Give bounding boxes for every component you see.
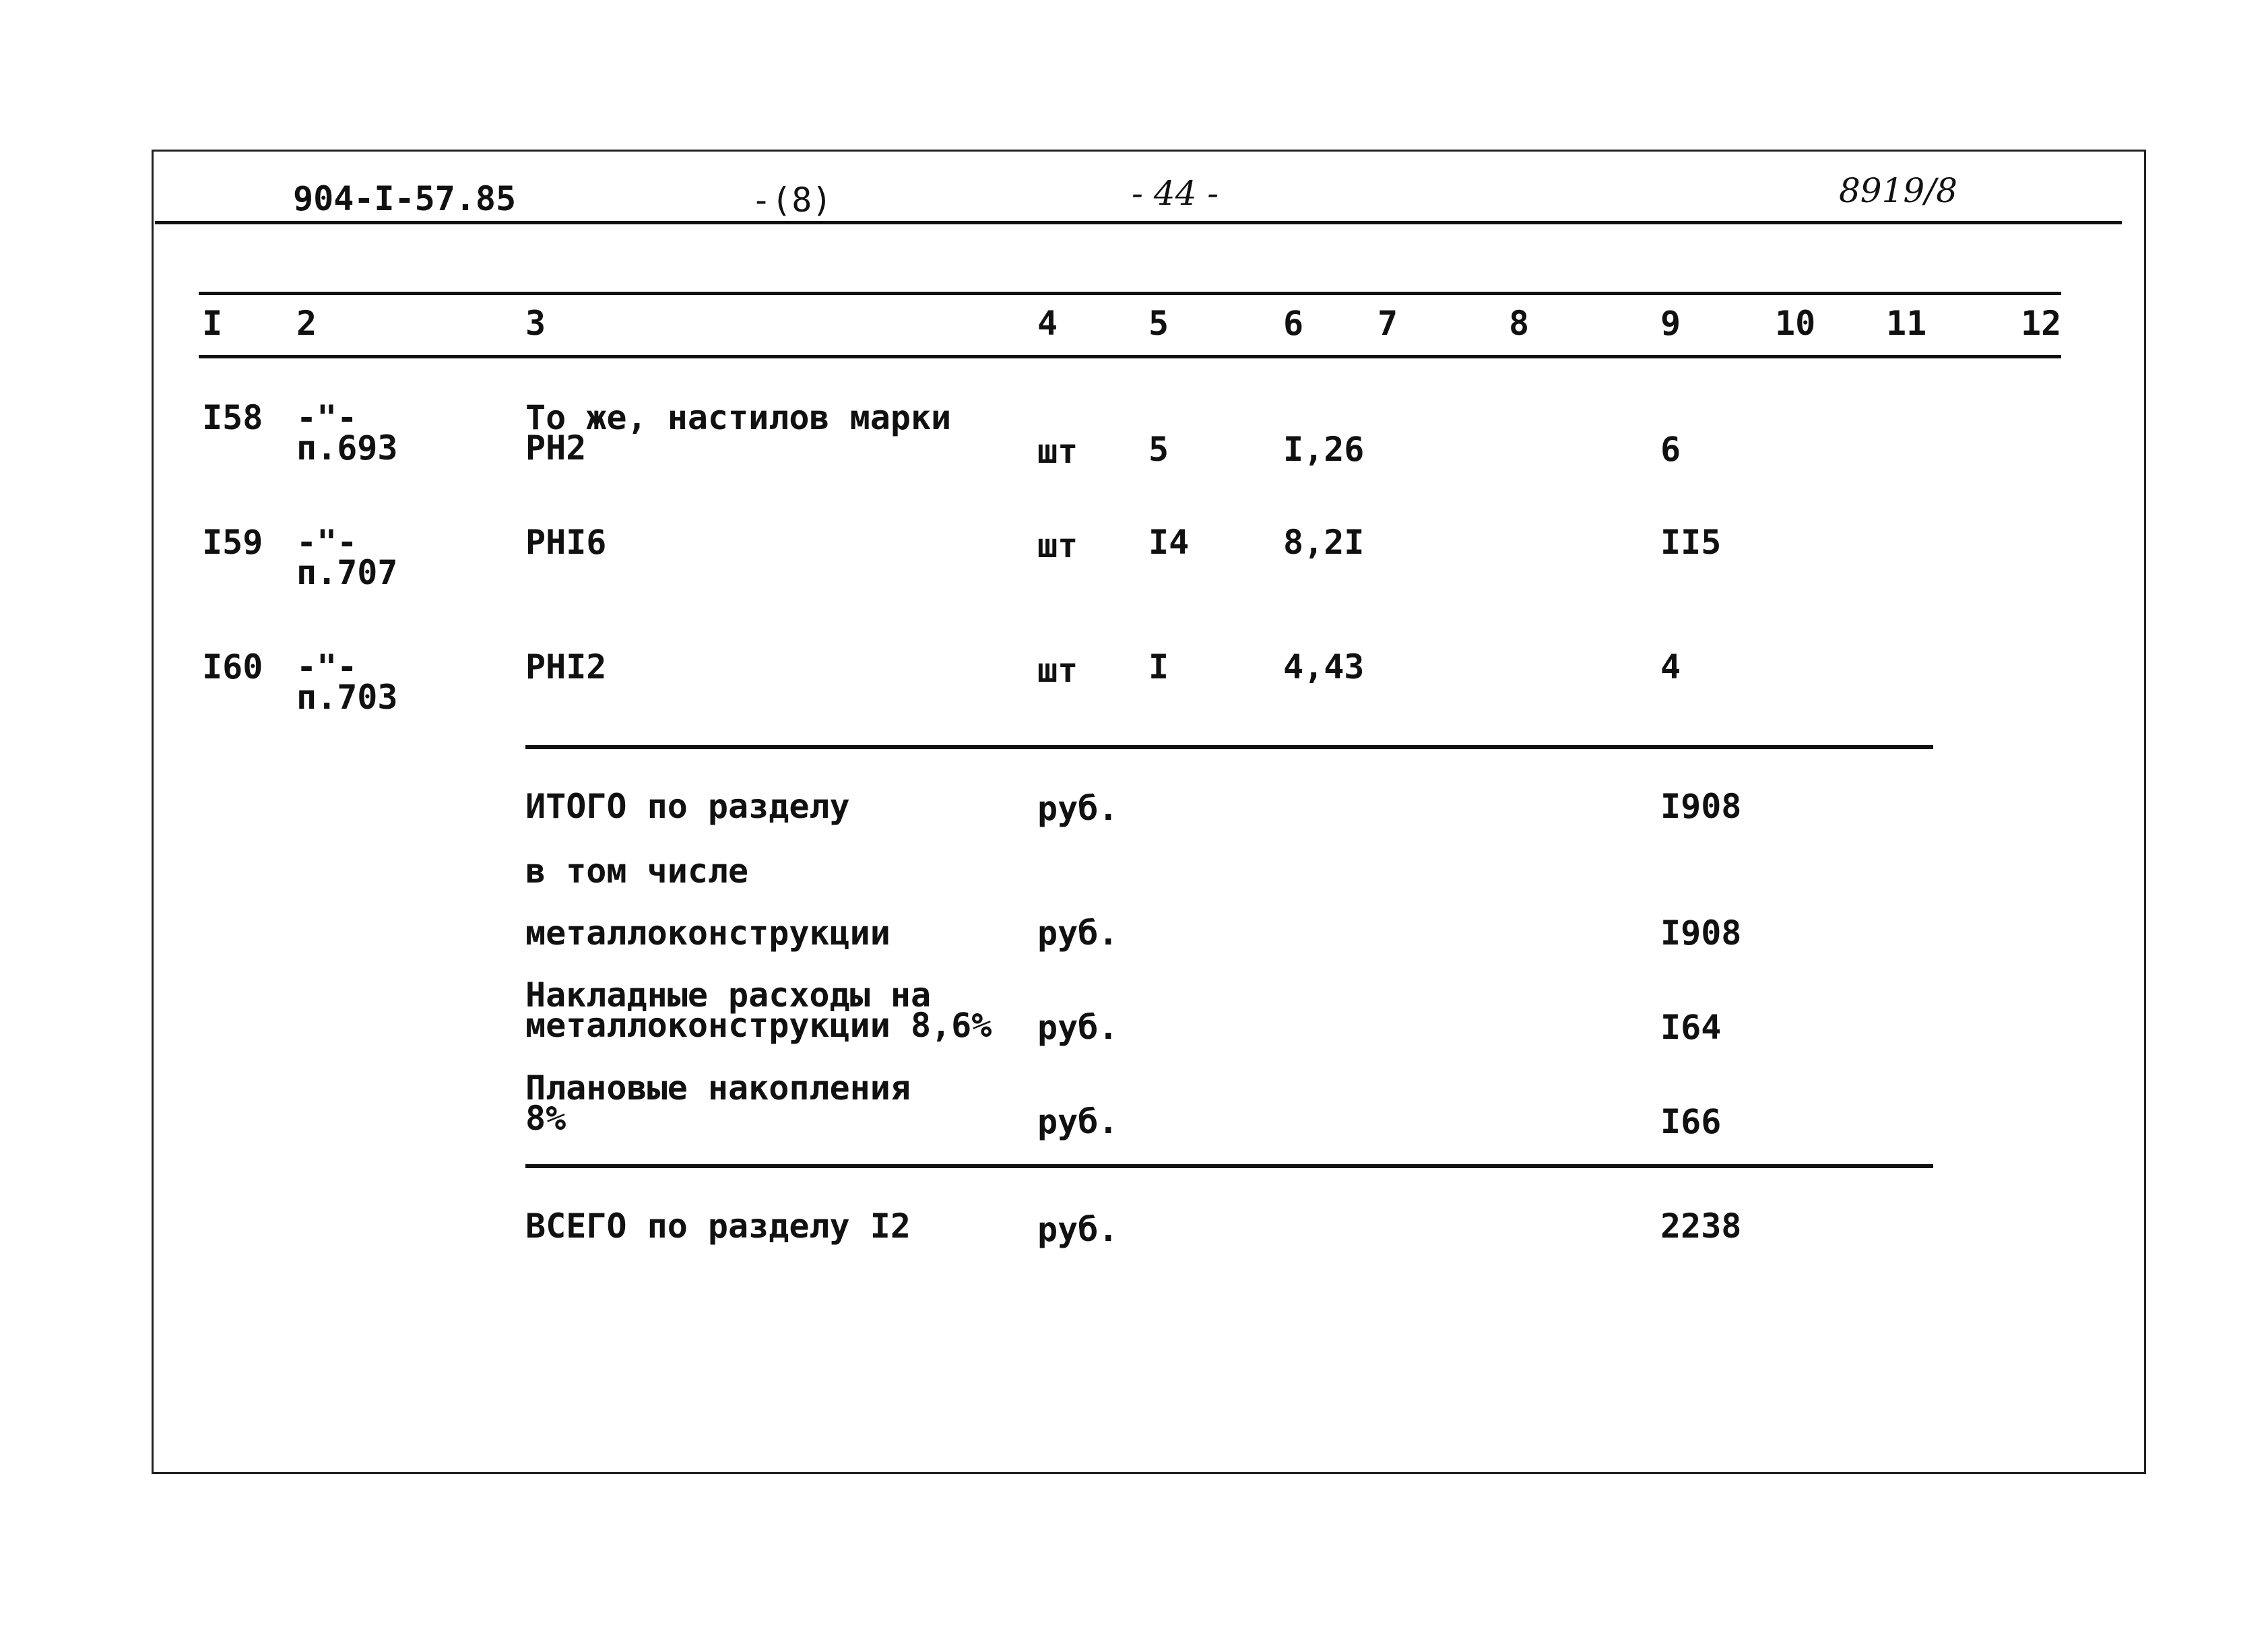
table-header-rule bbox=[199, 355, 2061, 358]
summary-unit: руб. bbox=[1037, 1102, 1119, 1141]
table-row-unit: шт bbox=[1037, 526, 1078, 565]
table-row-number: I59 bbox=[202, 523, 263, 562]
summary-rule bbox=[525, 745, 1933, 749]
table-row-name: То же, настилов марки PH2 bbox=[525, 398, 952, 468]
summary-value: I64 bbox=[1660, 1008, 1722, 1047]
sheet-number: 8919/8 bbox=[1839, 171, 1957, 210]
summary-unit: руб. bbox=[1037, 914, 1119, 953]
header-divider bbox=[155, 221, 2122, 224]
col-header-4: 4 bbox=[1037, 304, 1058, 343]
table-top-rule bbox=[199, 292, 2061, 295]
table-row-qty: 5 bbox=[1148, 430, 1169, 469]
summary-unit: руб. bbox=[1037, 789, 1119, 828]
col-header-11: 11 bbox=[1886, 304, 1927, 343]
table-row-ref-item: п.703 bbox=[296, 678, 398, 717]
col-header-8: 8 bbox=[1509, 304, 1530, 343]
summary-label: в том числе bbox=[525, 852, 749, 891]
grand-total-rule bbox=[525, 1164, 1933, 1168]
table-row-total: 6 bbox=[1660, 430, 1681, 469]
table-row-unit: шт bbox=[1037, 651, 1078, 690]
summary-value: I66 bbox=[1660, 1102, 1722, 1141]
table-row-ref: -"- bbox=[296, 523, 358, 562]
summary-label: Плановые накопления 8% bbox=[525, 1068, 911, 1138]
page-number: - 44 - bbox=[1132, 174, 1219, 213]
table-row-price: 8,2I bbox=[1283, 523, 1365, 562]
section-number: -(8) bbox=[751, 181, 833, 220]
table-row-unit: шт bbox=[1037, 432, 1078, 471]
summary-value: I908 bbox=[1660, 787, 1742, 826]
table-row-qty: I bbox=[1148, 647, 1169, 686]
summary-label: ИТОГО по разделу bbox=[525, 787, 850, 826]
grand-total-label: ВСЕГО по разделу I2 bbox=[525, 1207, 911, 1246]
grand-total-value: 2238 bbox=[1660, 1207, 1742, 1246]
summary-label: металлоконструкции bbox=[525, 914, 890, 953]
table-row-number: I58 bbox=[202, 398, 263, 437]
table-row-ref-item: п.693 bbox=[296, 428, 398, 468]
table-row-ref: -"- bbox=[296, 647, 358, 686]
col-header-7: 7 bbox=[1378, 304, 1398, 343]
col-header-6: 6 bbox=[1283, 304, 1304, 343]
table-row-total: 4 bbox=[1660, 647, 1681, 686]
col-header-1: I bbox=[202, 304, 223, 343]
table-row-ref: -"- bbox=[296, 398, 358, 437]
table-row-number: I60 bbox=[202, 647, 263, 686]
table-row-ref-item: п.707 bbox=[296, 553, 398, 592]
grand-total-unit: руб. bbox=[1037, 1210, 1119, 1249]
col-header-12: 12 bbox=[2021, 304, 2062, 343]
table-row-name: PHI2 bbox=[525, 647, 607, 686]
summary-value: I908 bbox=[1660, 914, 1742, 953]
page-frame bbox=[152, 150, 2146, 1474]
table-row-total: II5 bbox=[1660, 523, 1722, 562]
doc-code: 904-I-57.85 bbox=[293, 179, 517, 218]
summary-label: Накладные расходы на металлоконструкции 8,6% bbox=[525, 976, 992, 1045]
col-header-3: 3 bbox=[525, 304, 546, 343]
table-row-price: 4,43 bbox=[1283, 647, 1365, 686]
summary-unit: руб. bbox=[1037, 1008, 1119, 1047]
table-row-qty: I4 bbox=[1148, 523, 1190, 562]
col-header-9: 9 bbox=[1660, 304, 1681, 343]
table-row-price: I,26 bbox=[1283, 430, 1365, 469]
col-header-2: 2 bbox=[296, 304, 317, 343]
col-header-10: 10 bbox=[1775, 304, 1816, 343]
col-header-5: 5 bbox=[1148, 304, 1169, 343]
table-row-name: PHI6 bbox=[525, 523, 607, 562]
